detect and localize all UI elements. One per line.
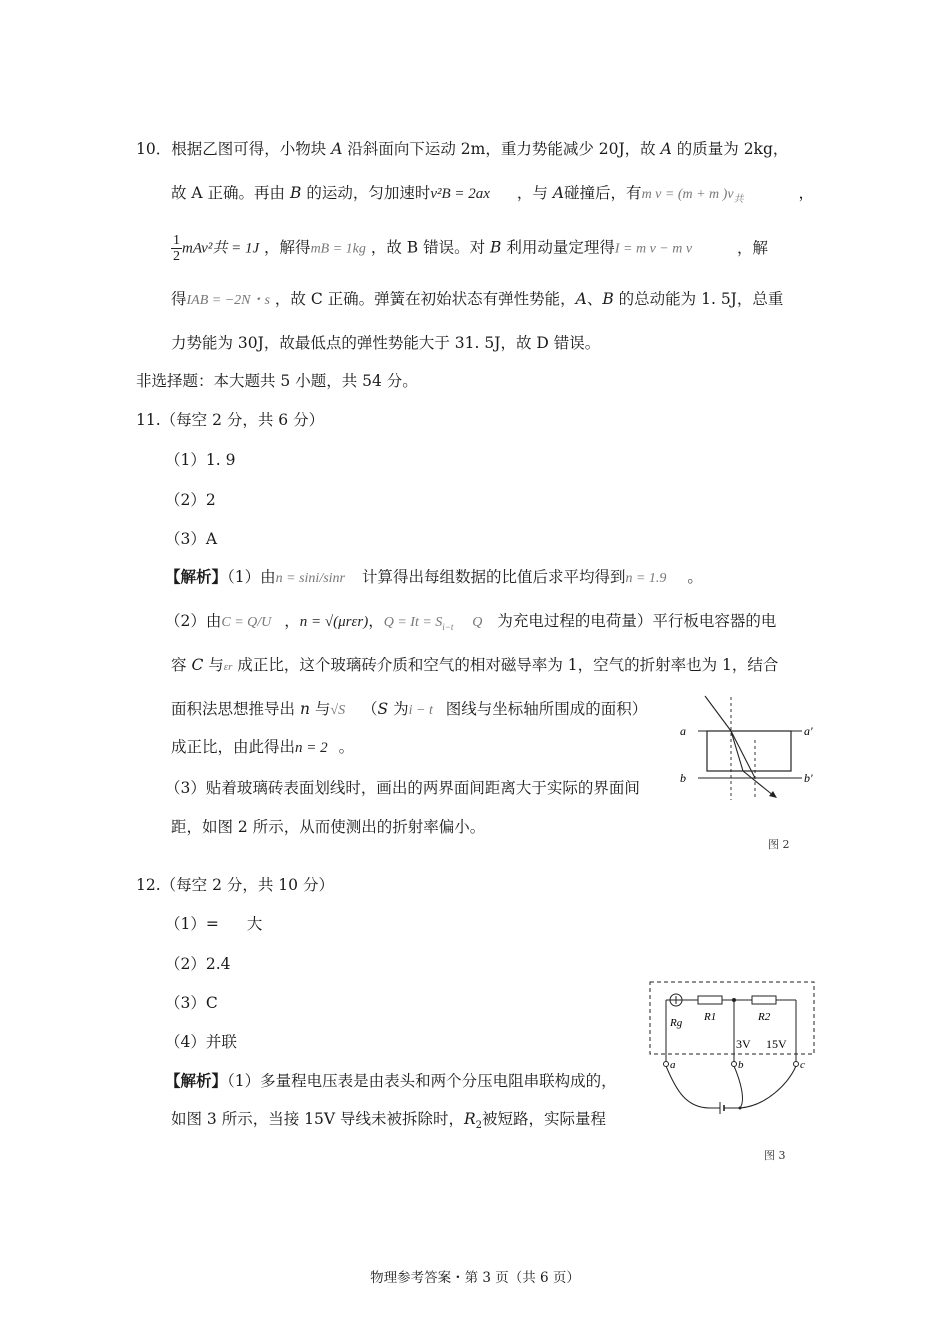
q11-answer-2: （2）2: [165, 491, 216, 509]
fraction-one-half: $\frac{1}{2}$: [173, 233, 180, 264]
q11-analysis-2: （2）由C = Q/U ，n = √(μrεr)，$Q = It = S_{i-t}$ Q 为充电过程的电荷量）平行板电容器的电: [165, 612, 777, 633]
q11-analysis-5: 成正比，由此得出n = 2 。: [171, 738, 355, 756]
equation-index: n = √(μrεr): [299, 614, 369, 630]
svg-text:Rg: Rg: [670, 1017, 683, 1029]
q12-answer-4: （4）并联: [165, 1033, 237, 1051]
svg-text:b′: b′: [804, 771, 813, 785]
q12-analysis-1: 【解析】（1）多量程电压表是由表头和两个分压电阻串联构成的，: [165, 1071, 617, 1090]
q11-title: 11.（每空 2 分，共 6 分）: [136, 411, 325, 429]
svg-text:c: c: [800, 1059, 805, 1071]
q12-answer-1: （1）= 大: [165, 915, 263, 933]
q11-answer-3: （3）A: [165, 530, 218, 548]
q12-title: 12.（每空 2 分，共 10 分）: [136, 876, 334, 894]
equation-n-equals-2: n = 2: [295, 740, 328, 756]
figure-2-refraction-diagram: [680, 692, 820, 802]
equation-kinetic-energy: mAv²共 = 1J: [182, 240, 260, 257]
figure-3-caption: 图 3: [764, 1149, 786, 1162]
q10-line-1: 10．根据乙图可得，小物块 A 沿斜面向下运动 2m，重力势能减少 20J，故 A 的质量为 2kg，: [136, 140, 789, 158]
svg-text:a: a: [680, 724, 686, 738]
svg-text:b: b: [680, 771, 686, 785]
equation-n-value: n = 1.9: [625, 571, 667, 586]
q12-answer-2: （2）2.4: [165, 955, 231, 973]
equation-charge: Q = It = S: [383, 615, 443, 630]
svg-text:15V: 15V: [766, 1037, 787, 1051]
equation-iab: IAB = −2N・s: [186, 293, 270, 308]
equation-vb-squared: v²B = 2ax: [430, 186, 490, 202]
emergent-ray: [743, 771, 774, 796]
figure-2-caption: 图 2: [768, 838, 790, 851]
incident-ray: [705, 696, 731, 731]
svg-text:3V: 3V: [736, 1037, 751, 1051]
resistor-r2: [752, 996, 776, 1004]
equation-capacitance: C = Q/U: [221, 615, 272, 630]
q10-line-4: 得IAB = −2N・s ，故 C 正确。弹簧在初始状态有弹性势能，A、B 的总动能为 1. 5J，总重: [171, 290, 784, 308]
svg-text:a: a: [670, 1059, 676, 1071]
arrow-head: [769, 791, 777, 798]
q11-analysis-6: （3）贴着玻璃砖表面划线时，画出的两界面间距离大于实际的界面间: [165, 779, 640, 797]
q12-analysis-2: 如图 3 所示，当接 15V 导线未被拆除时，$R_2$被短路，实际量程: [171, 1110, 607, 1132]
terminal-a: [664, 1062, 669, 1067]
q11-analysis-7: 距，如图 2 所示，从而使测出的折射率偏小。: [171, 818, 486, 836]
glass-block: [707, 731, 791, 771]
equation-refraction: n = sini/sinr: [275, 571, 345, 586]
equation-sqrt-s: √S: [330, 703, 346, 718]
resistor-r1: [698, 996, 722, 1004]
equation-impulse: I = m v − m v: [614, 241, 693, 257]
svg-text:R2: R2: [758, 1011, 771, 1023]
equation-mb: mB = 1kg: [310, 241, 366, 257]
terminal-c: [794, 1062, 799, 1067]
section-heading: 非选择题：本大题共 5 小题，共 54 分。: [136, 372, 418, 390]
terminal-b: [732, 1062, 737, 1067]
q11-analysis-1: 【解析】（1）由n = sini/sinr 计算得出每组数据的比值后求平均得到n = 1.9 。: [165, 567, 703, 586]
figure-3-circuit-diagram: [648, 980, 818, 1120]
svg-text:b: b: [738, 1059, 744, 1071]
q10-line-2: 故 A 正确。再由 B 的运动，匀加速时v²B = 2ax ，与 A碰撞后，有m v = (m + m )$v_共$ ，: [171, 184, 814, 206]
equation-momentum: m v = (m + m )v: [641, 187, 734, 202]
page-footer: 物理参考答案・第 3 页（共 6 页）: [370, 1270, 580, 1286]
q12-answer-3: （3）C: [165, 994, 218, 1012]
svg-text:a′: a′: [804, 724, 813, 738]
q11-analysis-4: 面积法思想推导出 n 与√S （S 为i − t 图线与坐标轴所围成的面积）: [171, 700, 648, 718]
q10-line-3: $\frac{1}{2}$ mAv²共 = 1J ，解得mB = 1kg ，故 B 错误。对 B 利用动量定理得I = m v − m v ，解: [173, 233, 769, 264]
svg-text:R1: R1: [704, 1011, 717, 1023]
q10-line-5: 力势能为 30J，故最低点的弹性势能大于 31. 5J，故 D 错误。: [171, 334, 601, 352]
q11-answer-1: （1）1. 9: [165, 451, 236, 469]
q11-analysis-3: 容 C 与εr 成正比，这个玻璃砖介质和空气的相对磁导率为 1，空气的折射率也为 1，结合: [171, 656, 779, 674]
